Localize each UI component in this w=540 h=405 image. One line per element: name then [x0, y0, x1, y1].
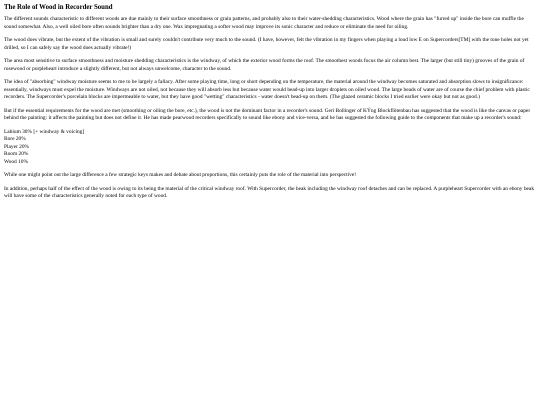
page-title: The Role of Wood in Recorder Sound [4, 4, 113, 11]
list-item-bore: Bore 20% [4, 136, 26, 143]
paragraph-windway-roof: In addition, perhaps half of the effect of the wood is owing to its being the material of the critical windway roof. With Supercorder, the beak including the windway roof detaches and can be replaced. A purpleheart Supercorder with an ebony beak will have some of the characteristics generally noted for each type of wood. [4, 185, 535, 200]
paragraph-perspective: While one might point out the large difference a few strategic keys makes and debate about proportions, this certainly puts the role of the material into perspective! [4, 172, 357, 179]
list-item-labium: Labium 30% [+ windway & voicing] [4, 128, 85, 135]
list-item-player: Player 20% [4, 143, 30, 150]
paragraph-wood-not-dominant: But if the essential requirements for the wood are met (smoothing or oiling the bore, etc.), the wood is not the dominant factor in a recorder's sound. Geri Bollinger of KÝng Blockflötenbau has suggested that the wood is like the canvas or paper behind the painting: it affects the painting but does not define it. He has made pearwood recorders specifically to sound like ebony and vice-versa, and he has suggested the following guide to the components that make up a recorder's sound: [4, 107, 531, 122]
paragraph-wood-sound-characteristics: The different sounds characteristic to different woods are due mainly to their surface smoothness or grain patterns, and probably also to their water-shedding characteristics. Wood where the grain has "furred up" inside the bore can muffle the sound somewhat. Also, a well oiled bore often sounds brighter than a dry one. Wax impregnating a softer wood may improve its sonic character and reduce or eliminate the need for oiling. [4, 16, 524, 30]
paragraph-windway-sensitivity: The area most sensitive to surface smoothness and moisture shedding characteristics is the windway, of which the exterior wood forms the roof. The smoothest woods focus the air column best. The larger (but still tiny) grooves of the grain of rosewood or purpleheart introduce a slightly different, but not always unwelcome, character to the sound. [4, 58, 525, 72]
list-item-wood: Wood 10% [4, 159, 28, 166]
paragraph-wood-vibration: The wood does vibrate, but the extent of the vibration is small and surely couldn't contribute very much to the sound. (I have, however, felt the vibration in my fingers when playing a loud low E on Supercorders[TM] with the tone holes not yet drilled, so I can safely say the wood does actually vibrate!) [4, 37, 529, 51]
list-item-room: Room 20% [4, 151, 29, 158]
document-page [0, 0, 540, 201]
paragraph-moisture-absorption: The idea of "absorbing" windway moisture seems to me to be largely a fallacy. After some playing time, long or short depending on the temperature, the material around the windway becomes saturated and absorption slows to insignificance: essentially, windways must expel the moisture. Windways are not oiled, not because they will absorb less but because water would bead-up into larger droplets on oiled wood. The large beads of water are of course the chief problem with plastic recorders. The Supercorder's porcelain blocks are impermeable to water, but they have good "wetting" characteristics - water doesn't bead-up on them. (The glazed ceramic blocks I tried earlier were okay but not as good.) [4, 79, 530, 101]
sound-components-list [4, 129, 536, 167]
